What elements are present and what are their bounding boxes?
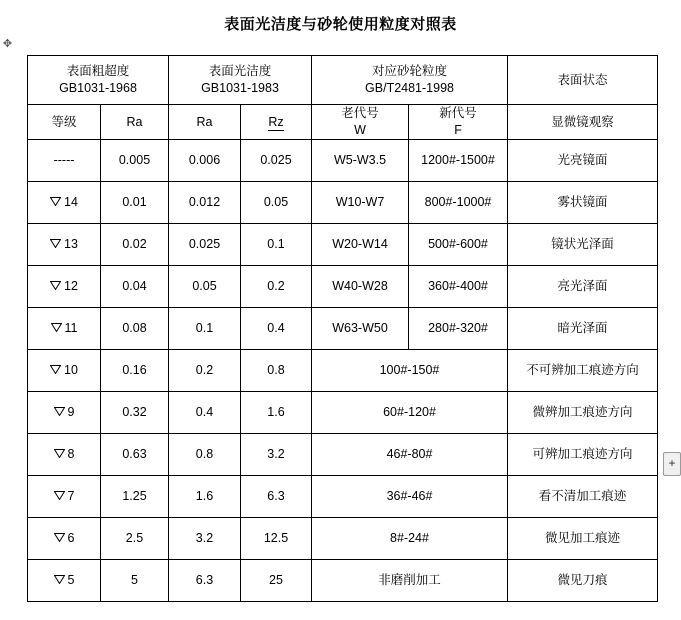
cell-surface-state: 微见加工痕迹 — [508, 518, 658, 560]
page-title: 表面光洁度与砂轮使用粒度对照表 — [224, 16, 457, 33]
header-group-grit — [312, 56, 508, 105]
cell-ra-1968: 0.63 — [101, 434, 169, 476]
triangle-icon — [54, 449, 65, 458]
cell-merged-grit: 非磨削加工 — [312, 560, 508, 602]
cell-old-code: W10-W7 — [312, 182, 409, 224]
cell-ra-1968: 0.08 — [101, 308, 169, 350]
table-row — [28, 266, 658, 308]
cell-rz: 0.4 — [241, 308, 312, 350]
cell-merged-grit: 46#-80# — [312, 434, 508, 476]
triangle-icon — [51, 323, 62, 332]
subheader-new-code-line1: 新代号 — [439, 106, 477, 121]
triangle-icon — [54, 533, 65, 542]
triangle-icon — [50, 365, 61, 374]
cell-old-code: W63-W50 — [312, 308, 409, 350]
cell-rz: 0.1 — [241, 224, 312, 266]
cell-old-code: W5-W3.5 — [312, 140, 409, 182]
grade-value: 7 — [67, 489, 75, 504]
grade-value: 5 — [67, 573, 75, 588]
cell-rz: 0.8 — [241, 350, 312, 392]
table-row — [28, 518, 658, 560]
grade-value: 6 — [67, 531, 75, 546]
cell-surface-state: 可辨加工痕迹方向 — [508, 434, 658, 476]
header-group-surface-state — [508, 56, 658, 105]
cell-merged-grit: 36#-46# — [312, 476, 508, 518]
cell-grade — [28, 434, 101, 476]
grade-value: 10 — [64, 363, 78, 378]
cell-rz: 12.5 — [241, 518, 312, 560]
cell-rz: 0.025 — [241, 140, 312, 182]
cell-surface-state: 不可辨加工痕迹方向 — [508, 350, 658, 392]
cell-surface-state: 亮光泽面 — [508, 266, 658, 308]
cell-ra-1983: 0.1 — [169, 308, 241, 350]
cell-surface-state: 雾状镜面 — [508, 182, 658, 224]
header-group-roughness — [28, 56, 169, 105]
cell-ra-1968: 5 — [101, 560, 169, 602]
subheader-new-code — [409, 105, 508, 140]
cell-new-code: 800#-1000# — [409, 182, 508, 224]
subheader-new-code-line2: F — [454, 123, 462, 137]
grade-value: 8 — [67, 447, 75, 462]
cell-merged-grit: 60#-120# — [312, 392, 508, 434]
header-group-finish-line2: GB1031-1983 — [201, 81, 279, 95]
cell-ra-1983: 3.2 — [169, 518, 241, 560]
subheader-microscope: 显微镜观察 — [508, 105, 658, 140]
grade-value: 14 — [64, 195, 78, 210]
table-row — [28, 140, 658, 182]
cell-ra-1983: 6.3 — [169, 560, 241, 602]
cell-ra-1968: 0.02 — [101, 224, 169, 266]
roughness-comparison-table — [27, 55, 658, 602]
cell-grade — [28, 560, 101, 602]
table-row — [28, 182, 658, 224]
table-row — [28, 434, 658, 476]
cell-new-code: 280#-320# — [409, 308, 508, 350]
cell-surface-state: 暗光泽面 — [508, 308, 658, 350]
cell-surface-state: 微辨加工痕迹方向 — [508, 392, 658, 434]
subheader-old-code-line1: 老代号 — [341, 106, 379, 121]
cell-ra-1983: 0.012 — [169, 182, 241, 224]
table-header-row — [28, 56, 658, 105]
table-row — [28, 350, 658, 392]
triangle-icon — [50, 281, 61, 290]
subheader-grade: 等级 — [28, 105, 101, 140]
cell-ra-1983: 0.025 — [169, 224, 241, 266]
cell-ra-1983: 0.8 — [169, 434, 241, 476]
grade-value: 11 — [64, 321, 78, 336]
cell-rz: 25 — [241, 560, 312, 602]
cell-grade — [28, 308, 101, 350]
cell-merged-grit: 8#-24# — [312, 518, 508, 560]
grade-value: 9 — [67, 405, 75, 420]
cell-surface-state: 微见刀痕 — [508, 560, 658, 602]
cell-ra-1968: 0.04 — [101, 266, 169, 308]
table-subheader-row — [28, 105, 658, 140]
triangle-icon — [54, 491, 65, 500]
cell-ra-1983: 0.05 — [169, 266, 241, 308]
cell-grade — [28, 266, 101, 308]
header-group-finish — [169, 56, 312, 105]
cell-ra-1983: 0.006 — [169, 140, 241, 182]
cell-surface-state: 镜状光泽面 — [508, 224, 658, 266]
subheader-old-code — [312, 105, 409, 140]
grade-value: 13 — [64, 237, 78, 252]
cell-grade — [28, 182, 101, 224]
grade-value: 12 — [64, 279, 78, 294]
cell-rz: 0.05 — [241, 182, 312, 224]
cell-rz: 1.6 — [241, 392, 312, 434]
cell-rz: 3.2 — [241, 434, 312, 476]
table-row — [28, 560, 658, 602]
cell-grade — [28, 476, 101, 518]
subheader-old-code-line2: W — [354, 123, 366, 137]
cell-rz: 0.2 — [241, 266, 312, 308]
cell-ra-1968: 1.25 — [101, 476, 169, 518]
cell-grade — [28, 392, 101, 434]
cell-ra-1968: 0.01 — [101, 182, 169, 224]
header-group-surface-state-line1: 表面状态 — [557, 72, 608, 87]
cell-rz: 6.3 — [241, 476, 312, 518]
grade-value: ----- — [53, 153, 75, 168]
subheader-ra-1983: Ra — [169, 105, 241, 140]
cell-new-code: 360#-400# — [409, 266, 508, 308]
triangle-icon — [50, 239, 61, 248]
cell-surface-state: 看不清加工痕迹 — [508, 476, 658, 518]
table-row — [28, 308, 658, 350]
move-handle-icon[interactable]: ✥ — [2, 38, 13, 50]
resize-handle-icon[interactable]: + — [663, 452, 681, 476]
table-row — [28, 392, 658, 434]
cell-grade — [28, 350, 101, 392]
table-row — [28, 224, 658, 266]
cell-surface-state: 光亮镜面 — [508, 140, 658, 182]
cell-ra-1983: 1.6 — [169, 476, 241, 518]
cell-old-code: W40-W28 — [312, 266, 409, 308]
triangle-icon — [54, 575, 65, 584]
header-group-grit-line2: GB/T2481-1998 — [365, 81, 454, 95]
header-group-finish-line1: 表面光洁度 — [208, 64, 272, 79]
subheader-rz-text: Rz — [268, 114, 284, 129]
subheader-rz — [241, 105, 312, 140]
header-group-roughness-line2: GB1031-1968 — [59, 81, 137, 95]
table-row — [28, 476, 658, 518]
cell-ra-1968: 0.32 — [101, 392, 169, 434]
cell-new-code: 500#-600# — [409, 224, 508, 266]
cell-ra-1983: 0.2 — [169, 350, 241, 392]
cell-ra-1968: 0.005 — [101, 140, 169, 182]
cell-grade — [28, 224, 101, 266]
subheader-ra-1968: Ra — [101, 105, 169, 140]
cell-new-code: 1200#-1500# — [409, 140, 508, 182]
header-group-grit-line1: 对应砂轮粒度 — [372, 64, 448, 79]
cell-grade — [28, 140, 101, 182]
cell-old-code: W20-W14 — [312, 224, 409, 266]
cell-merged-grit: 100#-150# — [312, 350, 508, 392]
cell-grade — [28, 518, 101, 560]
cell-ra-1983: 0.4 — [169, 392, 241, 434]
cell-ra-1968: 2.5 — [101, 518, 169, 560]
triangle-icon — [50, 197, 61, 206]
triangle-icon — [54, 407, 65, 416]
cell-ra-1968: 0.16 — [101, 350, 169, 392]
header-group-roughness-line1: 表面粗超度 — [66, 64, 130, 79]
